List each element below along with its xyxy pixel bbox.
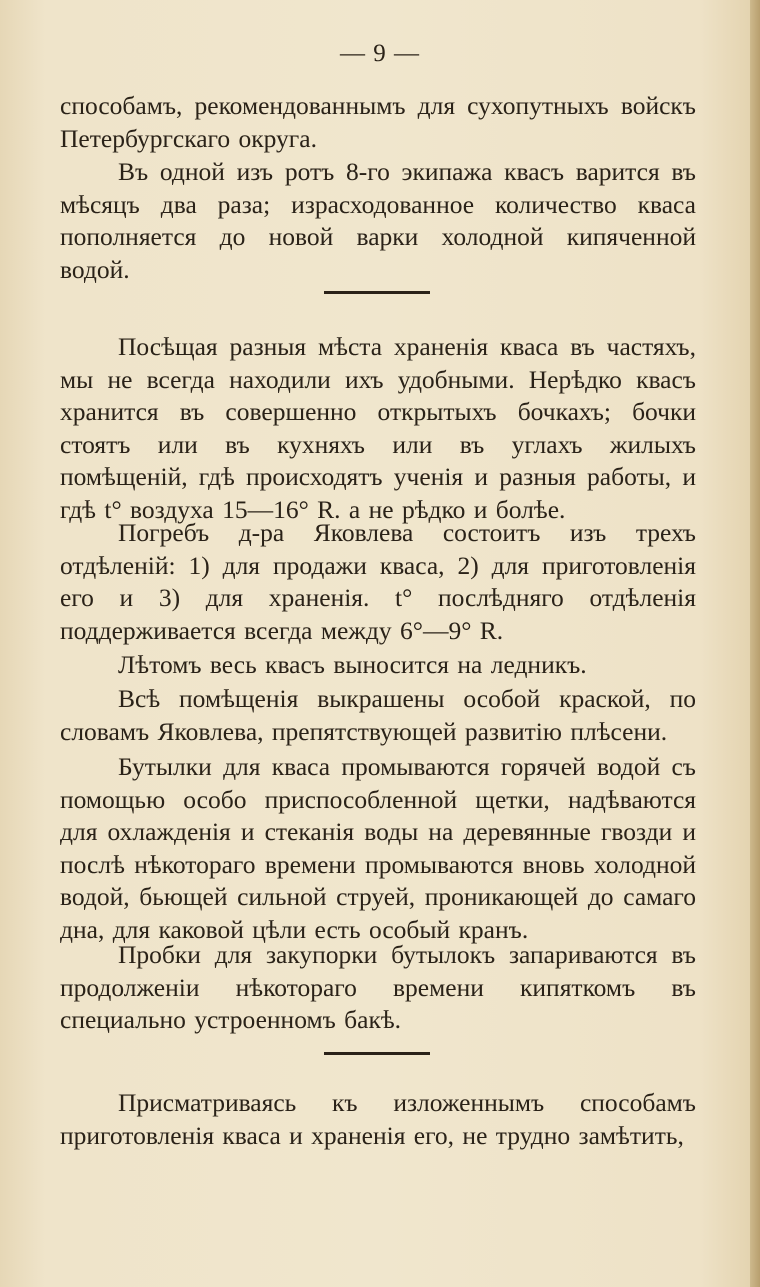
paragraph-summer: Лѣтомъ весь квасъ выносится на ледникъ. [118, 650, 587, 679]
paragraph-bottles: Бутылки для кваса промываются горячей водой съ помощью особо приспособленной щетки, надѣваются для охлажденія и стеканія воды на деревянные гвозди и послѣ нѣкотораго времени промываются вновь холодной водой, бьющей сильной струей, проникающей до самаго дна, для каковой цѣли есть особый кранъ. [60, 752, 696, 944]
section-divider-2 [324, 1052, 430, 1055]
paragraph-continuation: способамъ, рекомендованнымъ для сухопутныхъ войскъ Петербургскаго округа. [60, 91, 696, 153]
paragraph-conclusion: Присматриваясь къ изложеннымъ способамъ приготовленія кваса и храненія его, не трудно замѣтить, [60, 1088, 696, 1150]
paragraph-storage-places: Посѣщая разныя мѣста храненія кваса въ частяхъ, мы не всегда находили ихъ удобными. Нерѣдко квасъ хранится въ совершенно открытыхъ бочкахъ; бочки стоятъ или въ кухняхъ или въ углахъ жилыхъ помѣщеній, гдѣ происходятъ ученія и разныя работы, и гдѣ t° воздуха 15—16° R. а не рѣдко и болѣе. [60, 332, 696, 524]
paragraph-kvass-brewing: Въ одной изъ ротъ 8-го экипажа квасъ варится въ мѣсяцъ два раза; израсходованное количество кваса пополняется до новой варки холодной кипяченной водой. [60, 157, 696, 284]
paragraph-corks: Пробки для закупорки бутылокъ запариваются въ продолженіи нѣкотораго времени кипяткомъ въ специально устроенномъ бакѣ. [60, 940, 696, 1035]
page-number: — 9 — [340, 40, 420, 67]
page-edge-shadow [750, 0, 760, 1287]
section-divider [324, 291, 430, 294]
paragraph-cellar: Погребъ д-ра Яковлева состоитъ изъ трехъ отдѣленій: 1) для продажи кваса, 2) для приготовленія его и 3) для храненія. t° послѣдняго отдѣленія поддерживается всегда между 6°—9° R. [60, 518, 696, 645]
paragraph-paint: Всѣ помѣщенія выкрашены особой краской, по словамъ Яковлева, препятствующей развитію плѣсени. [60, 684, 696, 746]
